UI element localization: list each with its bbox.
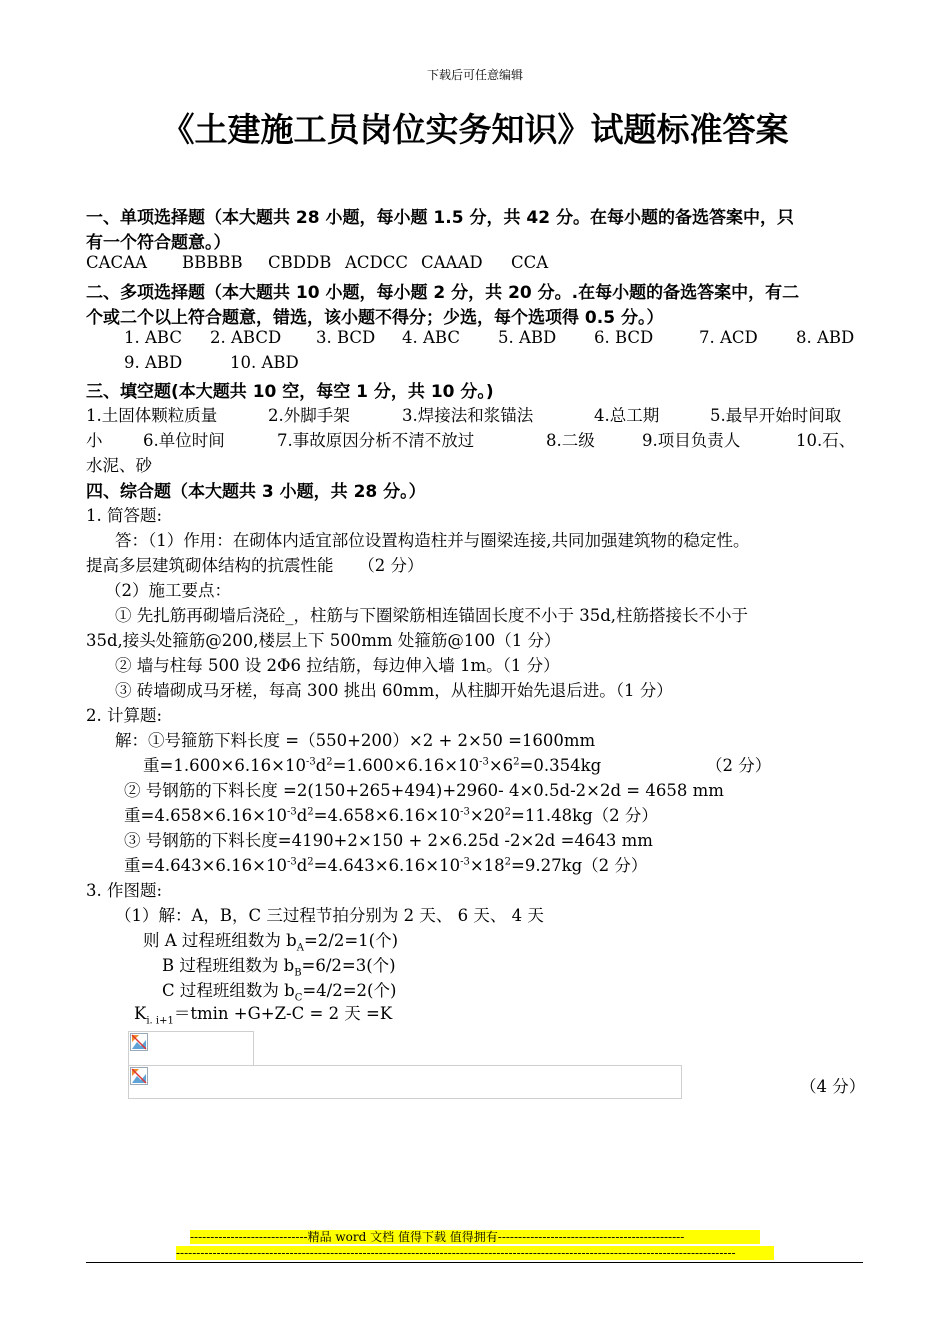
q2-exponent: 2 (513, 756, 520, 768)
s2-answer: 3. BCD (316, 328, 376, 347)
s2-answer: 4. ABC (402, 328, 460, 347)
q2-exponent: -3 (305, 756, 316, 768)
s2-answer: 10. ABD (230, 353, 299, 372)
q3-line: （1）解：A，B，C 三过程节拍分别为 2 天、 6 天、 4 天 (115, 906, 544, 925)
s2-answer: 7. ACD (699, 328, 758, 347)
q1-answer-line: 35d,接头处箍筋@200,楼层上下 500mm 处箍筋@100（1 分） (86, 631, 561, 650)
q3-subscript: i. i+1 (146, 1015, 174, 1027)
q3-subscript: B (294, 967, 302, 979)
section2-heading-b: 个或二个以上符合题意，错选，该小题不得分；少选，每个选项得 0.5 分。） (86, 308, 664, 328)
q1-answer-line: 答：（1）作用：在砌体内适宜部位设置构造柱并与圈梁连接,共同加强建筑物的稳定性。 (115, 531, 750, 550)
s1-answer-group: BBBBB (182, 253, 243, 272)
s3-blank-answer: 10.石、 (796, 431, 856, 450)
s2-answer: 1. ABC (124, 328, 182, 347)
s1-answer-group: CCA (511, 253, 549, 272)
s3-blank-answer: 7.事故原因分析不清不放过 (277, 431, 475, 450)
q2-text: d (296, 856, 308, 875)
s2-answer: 9. ABD (124, 353, 183, 372)
section2-heading-a: 二、多项选择题（本大题共 10 小题，每小题 2 分，共 20 分。.在每小题的备选答案中，有二 (86, 283, 800, 303)
s3-blank-answer: 4.总工期 (594, 406, 660, 425)
q3-subscript: A (296, 942, 304, 954)
footer-divider (86, 1262, 863, 1263)
s1-answer-group: CAAAD (421, 253, 483, 272)
q1-answer-line: （2）施工要点： (105, 581, 231, 600)
footer-banner-line2: ------------------------------------------------------------------------------------------------------------------------------------------ (176, 1246, 774, 1260)
q2-text: ×6 (488, 756, 514, 775)
q3-text: =4/2=2(个) (302, 981, 397, 1000)
q2-exponent: -3 (479, 756, 489, 768)
s1-answer-group: CBDDB (268, 253, 332, 272)
s1-answer-group: CACAA (86, 253, 147, 272)
q2-exponent: 2 (504, 856, 512, 868)
section1-heading-a: 一、单项选择题（本大题共 28 小题，每小题 1.5 分，共 42 分。在每小题的备选答案中，只 (86, 208, 794, 228)
s3-blank-answer: 1.土固体颗粒质量 (86, 406, 218, 425)
q2-text: d (296, 806, 308, 825)
q2-text: ×18 (469, 856, 505, 875)
q3-text: 则 A 过程班组数为 b (143, 931, 297, 950)
q1-answer-line: ② 墙与柱每 500 设 2Φ6 拉结筋，每边伸入墙 1m。（1 分） (115, 656, 560, 675)
q2-text: =4.658×6.16×10 (313, 806, 461, 825)
s3-blank-answer: 9.项目负责人 (642, 431, 741, 450)
s2-answer: 5. ABD (498, 328, 557, 347)
q2-text: 重=4.643×6.16×10 (124, 856, 287, 875)
q2-exponent: -3 (286, 806, 297, 818)
s2-answer: 8. ABD (796, 328, 855, 347)
section1-heading-b: 有一个符合题意。） (86, 233, 231, 253)
broken-image-icon (130, 1033, 148, 1051)
q2-exponent: -3 (460, 806, 470, 818)
section3-heading: 三、填空题(本大题共 10 空，每空 1 分，共 10 分。) (86, 382, 494, 402)
q3-label: 3. 作图题: (86, 881, 163, 900)
s1-answer-group: ACDCC (345, 253, 409, 272)
page-header: 下载后可任意编辑 (426, 68, 523, 82)
q2-text: d (315, 756, 327, 775)
s3-blank-answer: 6.单位时间 (143, 431, 225, 450)
q2-text: =9.27kg（2 分） (511, 856, 648, 875)
missing-image-placeholder (128, 1065, 682, 1099)
q2-exponent: 2 (307, 856, 314, 868)
q2-label: 2. 计算题: (86, 706, 163, 725)
q3-text: ＝tmin +G+Z-C = 2 天 =K (173, 1004, 393, 1023)
q2-exponent: 2 (326, 756, 333, 768)
q3-line (134, 1000, 392, 1026)
q3-text: =6/2=3(个) (301, 956, 396, 975)
q3-line (143, 927, 398, 953)
q2-exponent: -3 (460, 856, 470, 868)
q3-text: C 过程班组数为 b (162, 981, 295, 1000)
q1-label: 1. 简答题: (86, 506, 163, 525)
missing-image-placeholder (128, 1031, 254, 1069)
s3-blank-answer: 2.外脚手架 (268, 406, 350, 425)
q2-exponent: -3 (286, 856, 297, 868)
q2-text: =11.48kg（2 分） (511, 806, 658, 825)
q1-answer-line: ③ 砖墙砌成马牙槎，每高 300 挑出 60mm，从柱脚开始先退后进。（1 分） (115, 681, 673, 700)
q3-text: B 过程班组数为 b (162, 956, 295, 975)
section4-heading: 四、综合题（本大题共 3 小题，共 28 分。） (86, 482, 426, 502)
q2-text: =0.354kg (519, 756, 602, 775)
q3-text: =2/2=1(个) (303, 931, 399, 950)
q2-weight-line (143, 752, 601, 776)
q2-weight-line (124, 802, 658, 826)
q2-text: 重=1.600×6.16×10 (143, 756, 306, 775)
q2-text: ×20 (469, 806, 505, 825)
s3-blank-answer: 水泥、砂 (86, 456, 152, 475)
q2-exponent: 2 (307, 806, 314, 818)
q3-subscript: C (294, 992, 303, 1004)
q2-text: =1.600×6.16×10 (332, 756, 480, 775)
q2-line: ② 号钢筋的下料长度 =2(150+265+494)+2960- 4×0.5d-2×2d = 4658 mm (124, 781, 724, 800)
s3-blank-answer: 3.焊接法和浆锚法 (402, 406, 534, 425)
document-title: 《土建施工员岗位实务知识》试题标准答案 (161, 110, 789, 149)
s3-blank-answer: 8.二级 (546, 431, 595, 450)
q2-line: ③ 号钢筋的下料长度=4190+2×150 + 2×6.25d -2×2d =4643 mm (124, 831, 653, 850)
q3-line (162, 952, 396, 978)
s2-answer: 6. BCD (594, 328, 654, 347)
q3-score: （4 分） (800, 1077, 866, 1096)
q2-exponent: 2 (504, 806, 512, 818)
q2-weight-line (124, 852, 647, 876)
q2-line: 解：①号箍筋下料长度 =（550+200）×2 + 2×50 =1600mm (115, 731, 596, 750)
q1-answer-line: 提高多层建筑砌体结构的抗震性能 （2 分） (86, 556, 424, 575)
q3-text: K (134, 1004, 147, 1023)
q2-score: （2 分） (706, 756, 772, 775)
q2-text: =4.643×6.16×10 (313, 856, 461, 875)
footer-banner-line1: -----------------------------精品 word 文档 值得下载 值得拥有---------------------------------------------- (190, 1230, 760, 1244)
s3-blank-answer: 5.最早开始时间取 (710, 406, 842, 425)
broken-image-icon (130, 1067, 148, 1085)
q1-answer-line: ① 先扎筋再砌墙后浇砼_，柱筋与下圈梁筋相连锚固长度不小于 35d,柱筋搭接长不小于 (115, 606, 749, 625)
q2-text: 重=4.658×6.16×10 (124, 806, 287, 825)
s3-blank-answer: 小 (86, 431, 103, 450)
s2-answer: 2. ABCD (210, 328, 282, 347)
